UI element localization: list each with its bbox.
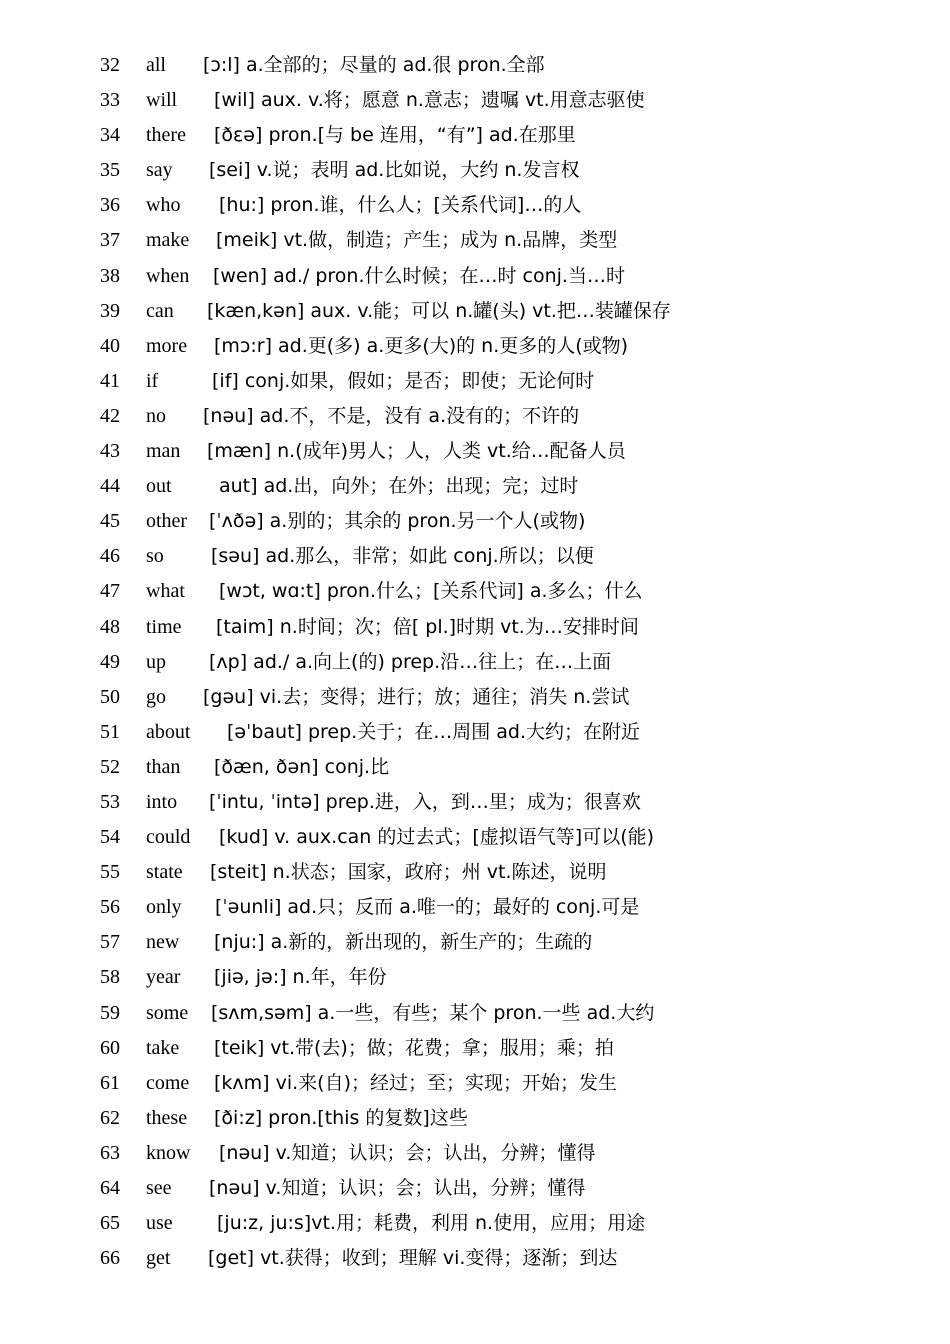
entry-word: than <box>146 755 181 778</box>
word-entry <box>0 1066 950 1101</box>
word-entry <box>0 785 950 820</box>
word-entry <box>0 469 950 504</box>
entry-number: 43 <box>100 440 120 463</box>
entry-word: so <box>146 545 164 568</box>
entry-definition: [nəu] v.知道；认识；会；认出，分辨；懂得 <box>219 1141 596 1164</box>
entry-number: 32 <box>100 54 120 76</box>
word-entry <box>0 1206 950 1241</box>
entry-number: 60 <box>100 1036 120 1059</box>
entry-definition: [jiə, jə:] n.年，年份 <box>214 966 387 989</box>
entry-definition: [nju:] a.新的，新出现的，新生产的；生疏的 <box>214 931 593 954</box>
entry-word: out <box>146 475 172 498</box>
entry-word: use <box>146 1212 173 1235</box>
entry-number: 36 <box>100 194 120 217</box>
word-entry <box>0 259 950 294</box>
entry-definition: [hu:] pron.谁，什么人；[关系代词]…的人 <box>219 194 582 217</box>
entry-definition: [ðεə] pron.[与 be 连用，“有”] ad.在那里 <box>214 124 576 147</box>
entry-definition: [ju:z, ju:s]vt.用；耗费，利用 n.使用，应用；用途 <box>217 1212 646 1235</box>
entry-definition: [kʌm] vi.来(自)；经过；至；实现；开始；发生 <box>214 1071 618 1094</box>
word-entry <box>0 1241 950 1276</box>
entry-word: up <box>146 650 166 673</box>
entry-word: only <box>146 896 182 919</box>
entry-definition: [nəu] ad.不，不是，没有 a.没有的；不许的 <box>203 404 580 427</box>
entry-number: 53 <box>100 790 120 813</box>
entry-number: 47 <box>100 580 120 603</box>
entry-definition: [səu] ad.那么，非常；如此 conj.所以；以便 <box>211 545 594 568</box>
word-entry <box>0 820 950 855</box>
entry-definition: [mɔ:r] ad.更(多) a.更多(大)的 n.更多的人(或物) <box>214 334 629 357</box>
entry-word: these <box>146 1106 188 1129</box>
entry-word: time <box>146 615 182 638</box>
entry-definition: [gəu] vi.去；变得；进行；放；通往；消失 n.尝试 <box>203 685 630 708</box>
entry-number: 59 <box>100 1001 120 1024</box>
word-entry <box>0 996 950 1031</box>
entry-definition: [kæn,kən] aux. v.能；可以 n.罐(头) vt.把…装罐保存 <box>207 299 671 322</box>
entry-word: say <box>146 159 173 182</box>
entry-definition: [mæn] n.(成年)男人；人，人类 vt.给…配备人员 <box>207 440 626 463</box>
word-entry <box>0 434 950 469</box>
entry-definition: [steit] n.状态；国家，政府；州 vt.陈述，说明 <box>210 861 607 884</box>
word-entry <box>0 960 950 995</box>
word-entry <box>0 890 950 925</box>
entry-number: 40 <box>100 334 120 357</box>
word-entry <box>0 153 950 188</box>
entry-number: 66 <box>100 1247 120 1270</box>
entry-word: what <box>146 580 185 603</box>
entry-word: come <box>146 1071 190 1094</box>
entry-definition: [sʌm,səm] a.一些，有些；某个 pron.一些 ad.大约 <box>211 1001 655 1024</box>
word-entry <box>0 925 950 960</box>
word-entry <box>0 1171 950 1206</box>
entry-number: 50 <box>100 685 120 708</box>
entry-definition: [ʌp] ad./ a.向上(的) prep.沿…往上；在…上面 <box>209 650 612 673</box>
entry-number: 44 <box>100 475 120 498</box>
entry-definition: [meik] vt.做，制造；产生；成为 n.品牌，类型 <box>216 229 618 252</box>
entry-word: there <box>146 124 186 147</box>
word-entry <box>0 610 950 645</box>
entry-definition: [ˈʌðə] a.别的；其余的 pron.另一个人(或物) <box>209 510 586 533</box>
entry-number: 38 <box>100 264 120 287</box>
word-entry <box>0 223 950 258</box>
word-entry <box>0 83 950 118</box>
entry-word: make <box>146 229 190 252</box>
word-entry <box>0 574 950 609</box>
entry-definition: [ɔ:l] a.全部的；尽量的 ad.很 pron.全部 <box>203 54 545 76</box>
entry-number: 63 <box>100 1141 120 1164</box>
entry-definition: [ˈintu, ˈintə] prep.进，入，到…里；成为；很喜欢 <box>209 790 641 813</box>
entry-word: go <box>146 685 166 708</box>
entry-number: 57 <box>100 931 120 954</box>
entry-number: 52 <box>100 755 120 778</box>
word-entry <box>0 399 950 434</box>
word-entry <box>0 1136 950 1171</box>
entry-number: 58 <box>100 966 120 989</box>
word-entry <box>0 48 950 83</box>
entry-number: 35 <box>100 159 120 182</box>
word-entry <box>0 1031 950 1066</box>
entry-definition: [if] conj.如果，假如；是否；即使；无论何时 <box>212 369 595 392</box>
entry-word: all <box>146 54 166 76</box>
entry-word: could <box>146 826 191 849</box>
entry-number: 51 <box>100 720 120 743</box>
entry-word: some <box>146 1001 189 1024</box>
entry-word: year <box>146 966 181 989</box>
entry-definition: aut] ad.出，向外；在外；出现；完；过时 <box>219 475 579 498</box>
entry-number: 55 <box>100 861 120 884</box>
entry-definition: [əˈbaut] prep.关于；在…周围 ad.大约；在附近 <box>227 720 641 743</box>
word-entry <box>0 750 950 785</box>
entry-word: into <box>146 790 178 813</box>
entry-definition: [kud] v. aux.can 的过去式；[虚拟语气等]可以(能) <box>219 826 655 849</box>
entry-word: see <box>146 1177 172 1199</box>
entry-number: 62 <box>100 1106 120 1129</box>
entry-number: 45 <box>100 510 120 533</box>
entry-number: 65 <box>100 1212 120 1235</box>
entry-definition: [ðæn, ðən] conj.比 <box>214 755 390 778</box>
word-entry <box>0 645 950 680</box>
entry-definition: [taim] n.时间；次；倍[ pl.]时期 vt.为…安排时间 <box>216 615 639 638</box>
entry-word: about <box>146 720 191 743</box>
word-entry <box>0 294 950 329</box>
entry-word: when <box>146 264 190 287</box>
entry-definition: [wen] ad./ pron.什么时候；在…时 conj.当…时 <box>213 264 625 287</box>
word-entry <box>0 1101 950 1136</box>
entry-number: 42 <box>100 404 120 427</box>
word-entry <box>0 364 950 399</box>
entry-word: other <box>146 510 188 533</box>
word-entry <box>0 715 950 750</box>
word-entry <box>0 329 950 364</box>
entry-word: man <box>146 440 181 463</box>
entry-number: 34 <box>100 124 120 147</box>
entry-definition: [sei] v.说；表明 ad.比如说，大约 n.发言权 <box>209 159 580 182</box>
entry-word: who <box>146 194 181 217</box>
word-entry <box>0 855 950 890</box>
entry-definition: [get] vt.获得；收到；理解 vi.变得；逐渐；到达 <box>208 1247 618 1270</box>
entry-number: 39 <box>100 299 120 322</box>
entry-word: new <box>146 931 180 954</box>
vocabulary-list <box>0 48 950 1276</box>
word-entry <box>0 504 950 539</box>
word-entry <box>0 539 950 574</box>
entry-word: will <box>146 89 178 112</box>
entry-number: 37 <box>100 229 120 252</box>
entry-word: more <box>146 334 188 357</box>
entry-definition: [wil] aux. v.将；愿意 n.意志；遗嘱 vt.用意志驱使 <box>214 89 645 112</box>
entry-definition: [ˈəunli] ad.只；反而 a.唯一的；最好的 conj.可是 <box>215 896 640 919</box>
entry-word: take <box>146 1036 180 1059</box>
entry-word: get <box>146 1247 171 1270</box>
entry-word: no <box>146 404 166 427</box>
entry-number: 54 <box>100 826 120 849</box>
entry-number: 64 <box>100 1177 120 1199</box>
entry-definition: [teik] vt.带(去)；做；花费；拿；服用；乘；拍 <box>214 1036 614 1059</box>
entry-number: 41 <box>100 369 120 392</box>
entry-number: 49 <box>100 650 120 673</box>
entry-definition: [nəu] v.知道；认识；会；认出，分辨；懂得 <box>209 1177 586 1199</box>
word-entry <box>0 680 950 715</box>
entry-number: 48 <box>100 615 120 638</box>
entry-word: state <box>146 861 183 884</box>
word-entry <box>0 118 950 153</box>
word-entry <box>0 188 950 223</box>
entry-definition: [ði:z] pron.[this 的复数]这些 <box>214 1106 468 1129</box>
entry-number: 61 <box>100 1071 120 1094</box>
entry-number: 46 <box>100 545 120 568</box>
entry-definition: [wɔt, wɑ:t] pron.什么；[关系代词] a.多么；什么 <box>219 580 643 603</box>
entry-word: can <box>146 299 174 322</box>
entry-word: know <box>146 1141 191 1164</box>
entry-number: 56 <box>100 896 120 919</box>
entry-number: 33 <box>100 89 120 112</box>
entry-word: if <box>146 369 159 392</box>
